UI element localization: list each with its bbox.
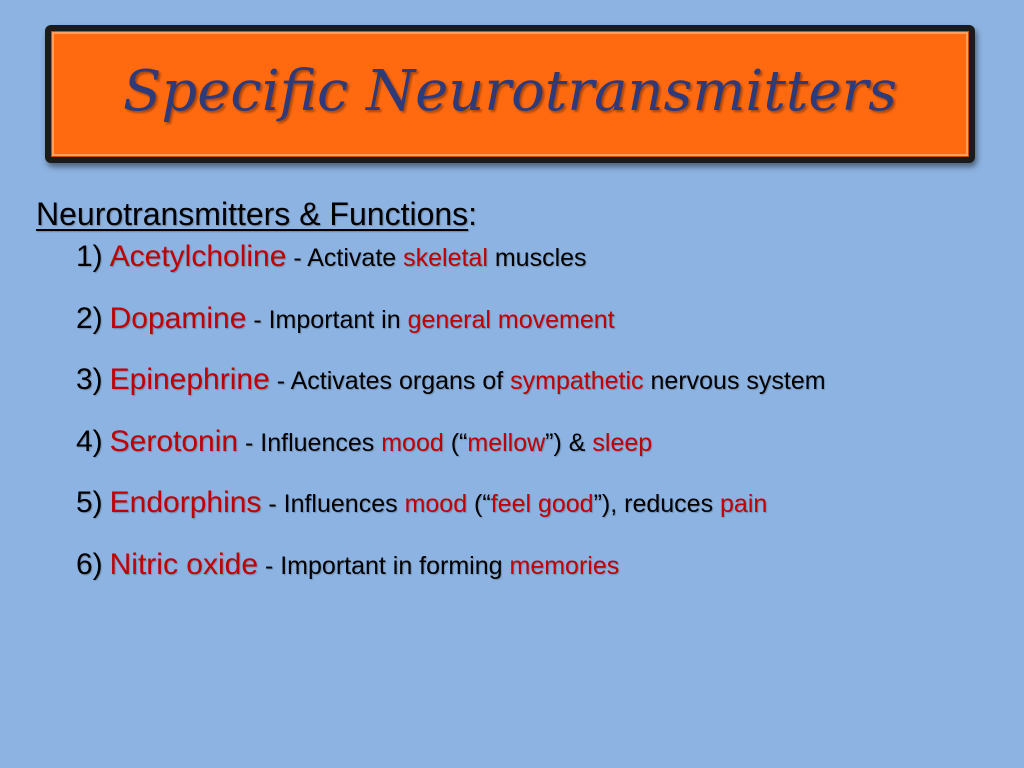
list-item (76, 417, 1016, 479)
item-separator: - (258, 551, 281, 580)
item-separator: - (246, 305, 269, 334)
neurotransmitter-name: Nitric oxide (109, 547, 259, 581)
item-number: 2) (76, 301, 103, 335)
description-text: Important in forming (280, 551, 510, 580)
description-text: nervous system (643, 367, 826, 395)
slide-title: Specific Neurotransmitters (123, 58, 897, 124)
neurotransmitter-list (76, 232, 1016, 601)
title-banner (45, 25, 975, 163)
neurotransmitter-name: Epinephrine (109, 363, 270, 396)
list-item (76, 294, 1016, 356)
highlight-term: memories (509, 551, 620, 580)
description-text: Influences (283, 490, 405, 518)
highlight-term: general movement (407, 305, 615, 334)
item-separator: - (286, 244, 308, 272)
item-number: 1) (76, 240, 103, 273)
section-heading-colon: : (468, 196, 478, 232)
highlight-term: feel good (490, 490, 594, 518)
list-item (76, 478, 1016, 540)
highlight-term: pain (720, 490, 768, 518)
section-heading-text: Neurotransmitters & Functions (36, 196, 469, 232)
description-text: (“ (443, 428, 468, 457)
description-text: Activates organs of (290, 367, 511, 395)
section-heading (36, 192, 1016, 236)
neurotransmitter-name: Acetylcholine (109, 240, 287, 273)
item-separator: - (269, 367, 291, 395)
description-text: (“ (467, 490, 491, 518)
slide-content (36, 192, 1016, 601)
list-item (76, 540, 1016, 602)
list-item (76, 355, 1016, 417)
item-number: 3) (76, 363, 103, 396)
neurotransmitter-name: Endorphins (109, 486, 262, 519)
highlight-term: mellow (467, 428, 546, 457)
item-number: 6) (76, 547, 103, 581)
highlight-term: sympathetic (510, 367, 644, 395)
item-separator: - (261, 490, 284, 518)
item-separator: - (238, 428, 261, 457)
description-text: Activate (307, 244, 404, 272)
highlight-term: skeletal (403, 244, 488, 272)
neurotransmitter-name: Serotonin (109, 424, 239, 458)
highlight-term: mood (404, 490, 468, 518)
item-number: 4) (76, 424, 103, 458)
item-number: 5) (76, 486, 103, 519)
description-text: muscles (487, 244, 587, 272)
list-item (76, 232, 1016, 294)
description-text: Important in (268, 305, 408, 334)
description-text: Influences (260, 428, 382, 457)
neurotransmitter-name: Dopamine (109, 301, 247, 335)
highlight-term: mood (381, 428, 444, 457)
title-banner-fill (52, 32, 968, 156)
description-text: ”), reduces (593, 490, 721, 518)
highlight-term: sleep (592, 428, 653, 457)
description-text: ”) & (545, 428, 593, 457)
